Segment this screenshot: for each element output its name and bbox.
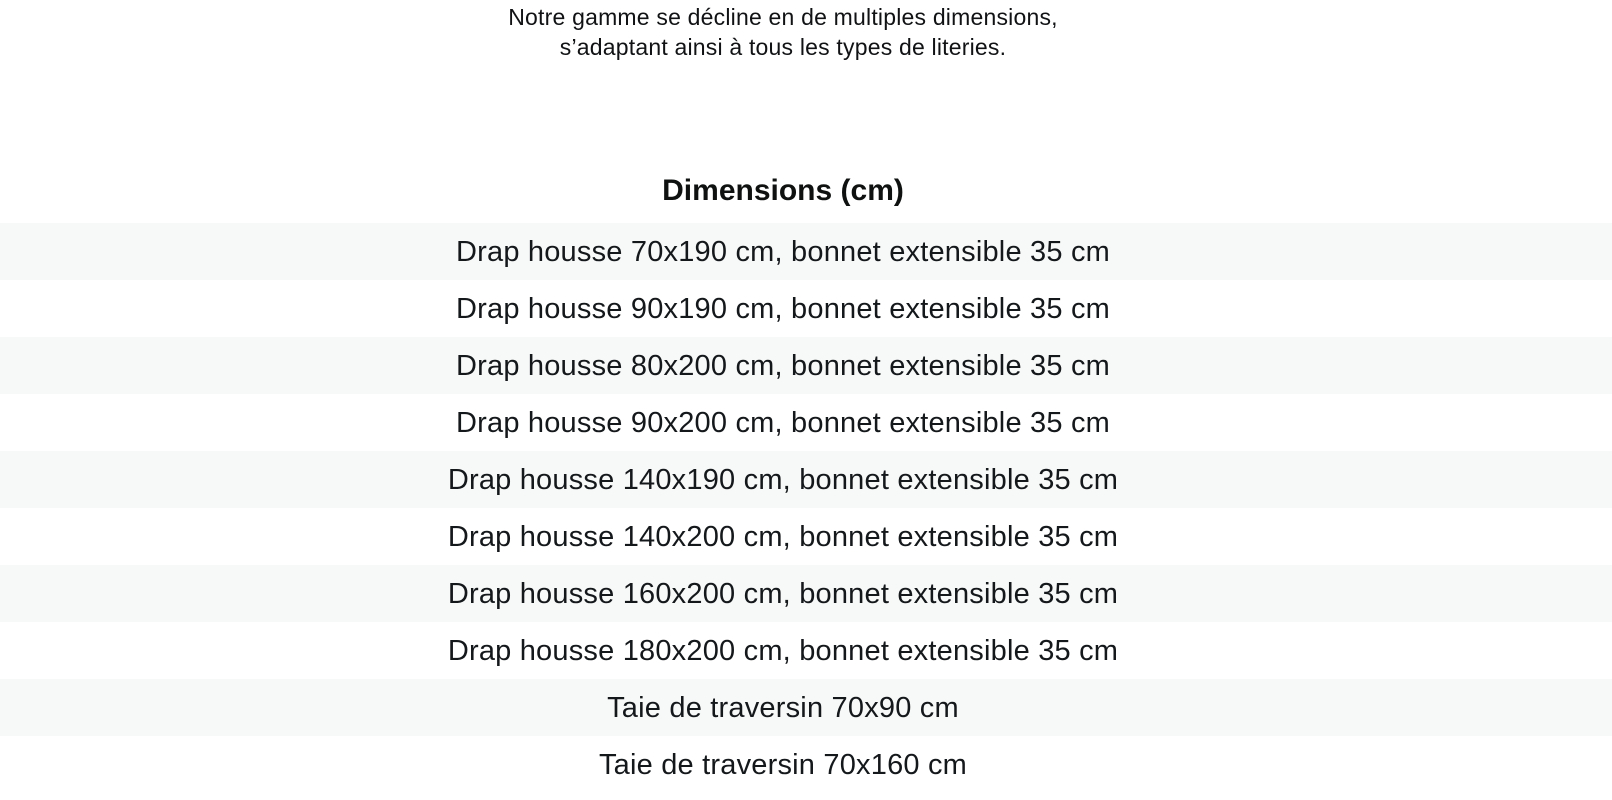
table-row (0, 280, 1612, 337)
table-row-text: Drap housse 160x200 cm, bonnet extensible 35 cm (447, 577, 1119, 610)
dimensions-table (0, 223, 1612, 793)
table-row-text: Drap housse 90x200 cm, bonnet extensible 35 cm (455, 406, 1111, 439)
table-row (0, 736, 1612, 793)
table-row (0, 394, 1612, 451)
table-row-text: Taie de traversin 70x160 cm (598, 748, 968, 781)
table-row-text: Drap housse 140x190 cm, bonnet extensible 35 cm (447, 463, 1119, 496)
table-row-text: Drap housse 70x190 cm, bonnet extensible 35 cm (455, 235, 1111, 268)
table-row (0, 565, 1612, 622)
table-row (0, 451, 1612, 508)
table-row-text: Drap housse 140x200 cm, bonnet extensible 35 cm (447, 520, 1119, 553)
dimensions-table-title: Dimensions (cm) (662, 174, 904, 207)
intro-text (0, 0, 1566, 62)
table-row (0, 337, 1612, 394)
table-row-text: Drap housse 80x200 cm, bonnet extensible 35 cm (455, 349, 1111, 382)
intro-line-2: s’adaptant ainsi à tous les types de literies. (559, 34, 1007, 60)
table-row (0, 622, 1612, 679)
table-row (0, 223, 1612, 280)
table-row-text: Drap housse 90x190 cm, bonnet extensible 35 cm (455, 292, 1111, 325)
intro-line-1: Notre gamme se décline en de multiples dimensions, (508, 4, 1058, 30)
table-row (0, 679, 1612, 736)
table-row-text: Drap housse 180x200 cm, bonnet extensible 35 cm (447, 634, 1119, 667)
table-row-text: Taie de traversin 70x90 cm (607, 691, 959, 724)
table-row (0, 508, 1612, 565)
